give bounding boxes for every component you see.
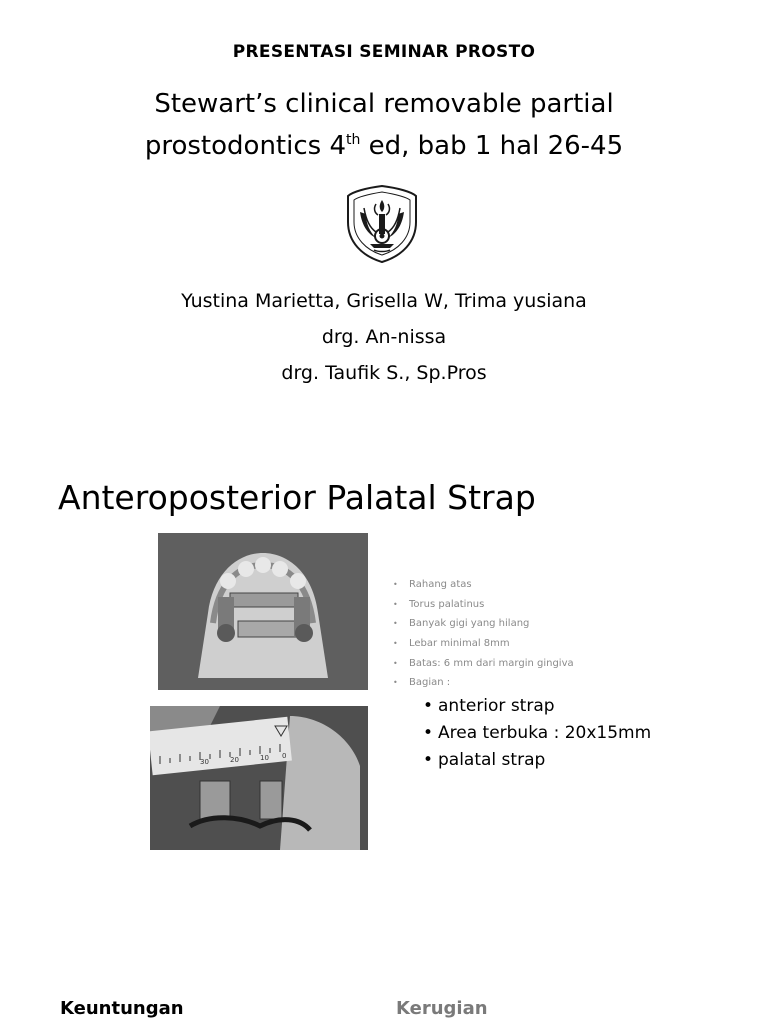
list-item: • Banyak gigi yang hilang bbox=[393, 618, 530, 630]
title-text-post: ed, bab 1 hal 26-45 bbox=[360, 131, 624, 161]
list-item: • anterior strap bbox=[423, 696, 555, 716]
presentation-title-line-2 bbox=[0, 122, 768, 164]
slide-title: Anteroposterior Palatal Strap bbox=[58, 478, 536, 517]
university-crest-icon bbox=[340, 182, 424, 266]
criteria-bullet-list bbox=[393, 578, 574, 696]
seminar-label: PRESENTASI SEMINAR PROSTO bbox=[232, 42, 536, 62]
disadvantages-heading: Kerugian bbox=[396, 998, 488, 1019]
presentation-title-line-1: Stewart’s clinical removable partial bbox=[154, 89, 614, 119]
list-item: • Batas: 6 mm dari margin gingiva bbox=[393, 657, 574, 669]
list-item: • Bagian : bbox=[393, 677, 451, 689]
parts-bullet-list bbox=[423, 694, 651, 775]
authors-line: Yustina Marietta, Grisella W, Trima yusiana bbox=[181, 290, 587, 312]
ruler-label-10: 10 bbox=[260, 754, 269, 762]
supervisor-line-2: drg. Taufik S., Sp.Pros bbox=[281, 362, 487, 384]
maxillary-cast-photo-icon bbox=[158, 533, 368, 690]
title-text-pre: prostodontics 4 bbox=[144, 131, 346, 161]
ruler-label-30: 30 bbox=[200, 758, 209, 766]
title-superscript: th bbox=[346, 132, 361, 148]
list-item: • palatal strap bbox=[423, 750, 546, 770]
ruler-label-0: 0 bbox=[282, 752, 287, 760]
ruler-measurement-photo-icon bbox=[150, 706, 368, 850]
list-item: • Lebar minimal 8mm bbox=[393, 638, 510, 650]
ruler-label-20: 20 bbox=[230, 756, 239, 764]
list-item: • Area terbuka : 20x15mm bbox=[423, 723, 652, 743]
list-item: • Rahang atas bbox=[393, 579, 472, 590]
advantages-heading: Keuntungan bbox=[60, 998, 184, 1019]
list-item: • Torus palatinus bbox=[393, 598, 485, 610]
supervisor-line-1: drg. An-nissa bbox=[321, 326, 447, 348]
